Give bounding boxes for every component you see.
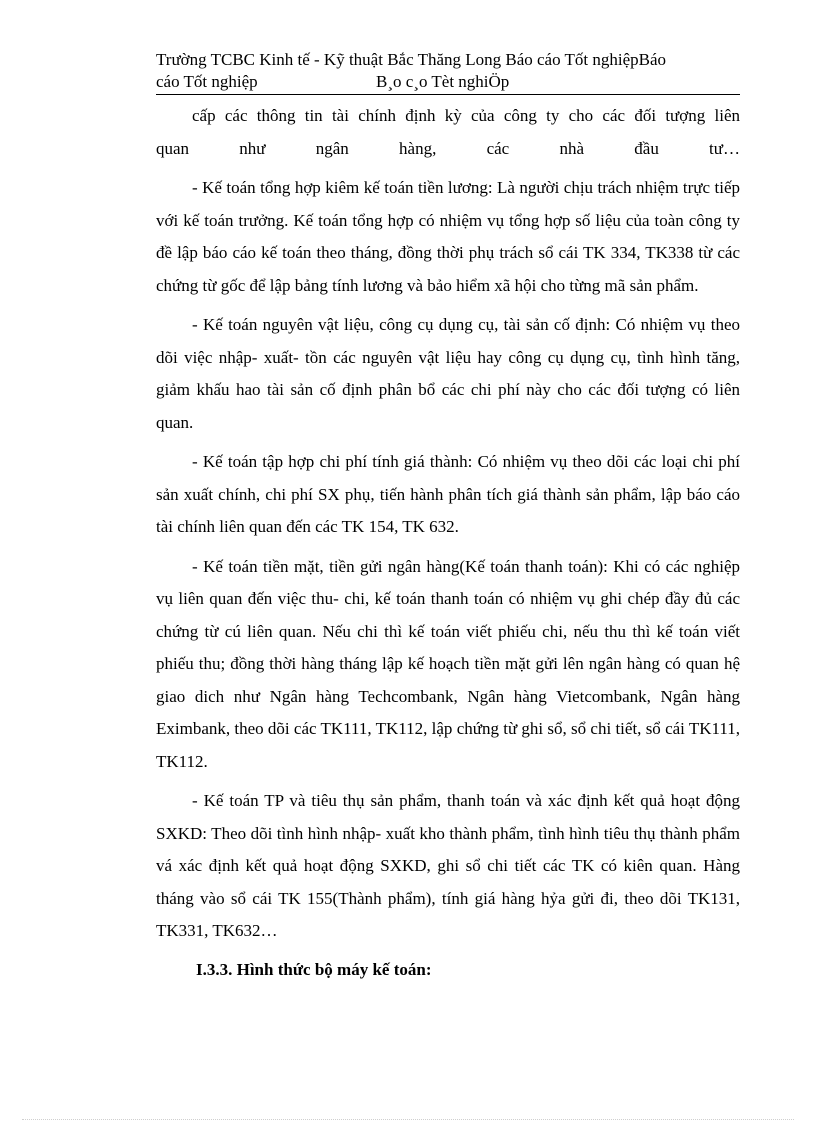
paragraph-cost-accountant: - Kế toán tập hợp chi phí tính giá thành: Có nhiệm vụ theo dõi các loại chi phí sản xuất chính, chi phí SX phụ, tiến hành phân tích giá thành sản phẩm, lập báo cáo tài chính liên quan đến các TK 154, TK 632. [156, 452, 740, 536]
header-divider [156, 94, 740, 95]
header-line-2-right: B¸o c¸o Tèt nghiÖp [376, 72, 510, 91]
header-line-1: Trường TCBC Kinh tế - Kỹ thuật Bắc Thăng Long Báo cáo Tốt nghiệpBáo [156, 50, 667, 69]
page-header [156, 49, 740, 93]
paragraph-continuation-line-1: cấp các thông tin tài chính định kỳ của công ty cho các đối tượng liên [192, 106, 740, 125]
paragraph-general-accountant: - Kế toán tổng hợp kiêm kế toán tiền lương: Là người chịu trách nhiệm trực tiếp với kế toán trưởng. Kế toán tổng hợp có nhiệm vụ tổng hợp số liệu của toàn công ty đề lập báo cáo kế toán theo tháng, đồng thời phụ trách sổ cái TK 334, TK338 từ các chứng từ gốc để lập bảng tính lương và bảo hiểm xã hội cho từng mã sản phẩm. [156, 178, 740, 295]
paragraph-materials-accountant: - Kế toán nguyên vật liệu, công cụ dụng cụ, tài sản cố định: Có nhiệm vụ theo dõi việc nhập- xuất- tồn các nguyên vật liệu hay công cụ dụng cụ, tình hình tăng, giảm khấu hao tài sản cố định phân bổ các chi phí này cho các đối tượng có liên quan. [156, 315, 740, 432]
paragraph-continuation-line-2: quan như ngân hàng, các nhà đầu tư… [156, 138, 740, 158]
page-bottom-dotted-border [22, 1119, 794, 1120]
paragraph-sales-accountant: - Kế toán TP và tiêu thụ sản phẩm, thanh toán và xác định kết quả hoạt động SXKD: Theo dõi tình hình nhập- xuất kho thành phẩm, tình hình tiêu thụ thành phẩm vá xác định kết quả hoạt động SXKD, ghi sổ chi tiết các TK có kiên quan. Hàng tháng vào sổ cái TK 155(Thành phẩm), tính giá hàng hỷa gửi đi, theo dõi TK131, TK331, TK632… [156, 791, 740, 940]
document-body [156, 100, 740, 986]
section-heading: I.3.3. Hình thức bộ máy kế toán: [196, 959, 432, 979]
paragraph-cash-accountant: - Kế toán tiền mặt, tiền gửi ngân hàng(Kế toán thanh toán): Khi có các nghiệp vụ liên quan đến việc thu- chi, kế toán thanh toán có nhiệm vụ ghi chép đầy đủ các chứng từ cú liên quan. Nếu chi thì kế toán viết phiếu chi, nếu thu thì kế toán viết phiếu thu; đồng thời hàng tháng lập kế hoạch tiền mặt gửi lên ngân hàng có quan hệ giao dich như Ngân hàng Techcombank, Ngân hàng Vietcombank, Ngân hàng Eximbank, theo dõi các TK111, TK112, lập chứng từ ghi sổ, sổ chi tiết, sổ cái TK111, TK112. [156, 556, 740, 771]
header-line-2 [156, 71, 740, 93]
header-line-2-left: cáo Tốt nghiệp [156, 72, 258, 91]
